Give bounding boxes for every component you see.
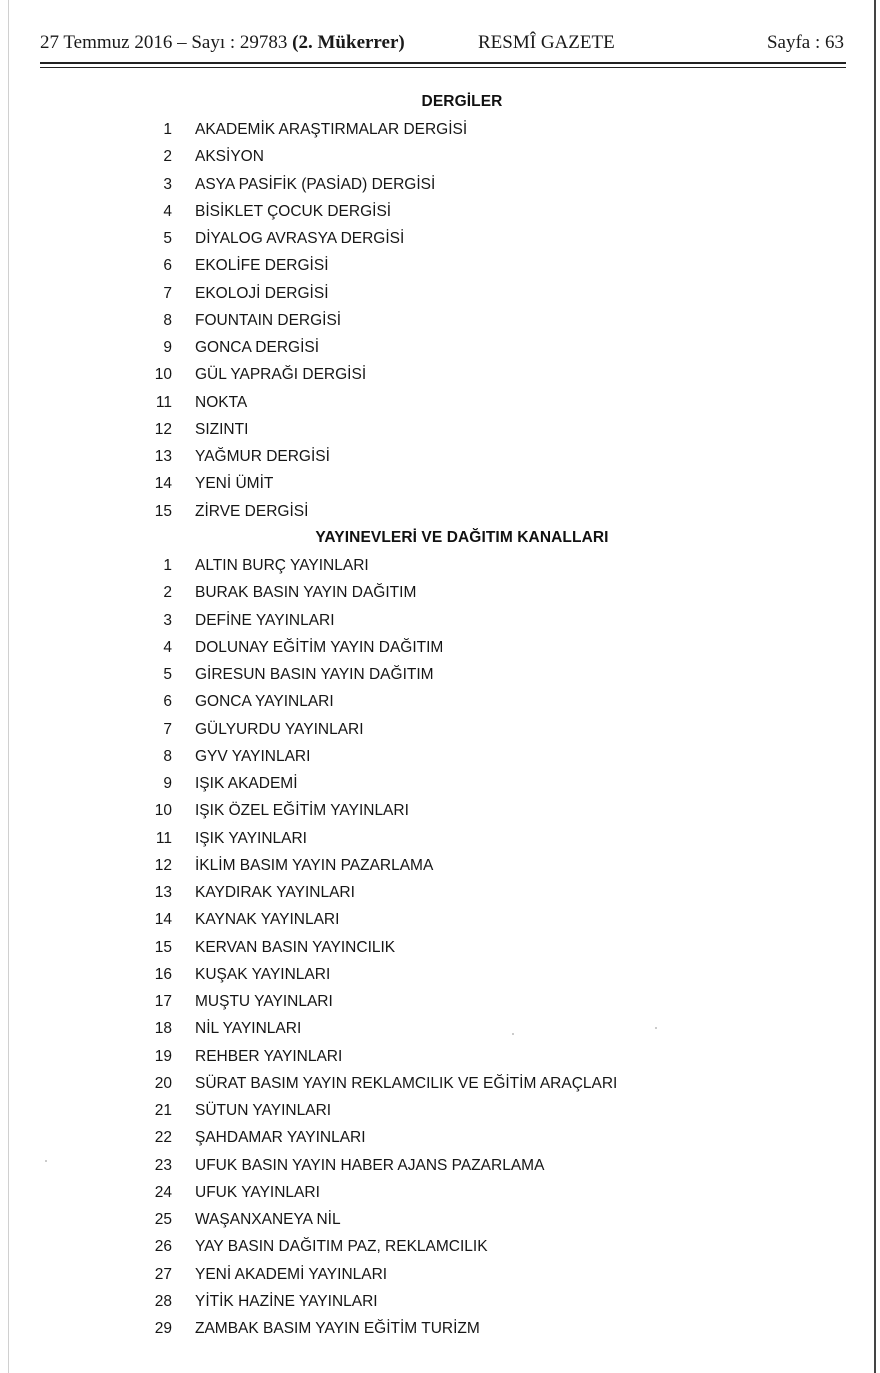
item-number: 20 — [154, 1074, 172, 1092]
item-name: KAYNAK YAYINLARI — [195, 911, 340, 929]
item-number: 6 — [163, 257, 172, 275]
item-name: BİSİKLET ÇOCUK DERGİSİ — [195, 202, 392, 220]
item-number: 6 — [163, 693, 172, 711]
item-name: GONCA YAYINLARI — [195, 693, 334, 711]
page-edge-right — [874, 0, 876, 1373]
item-name: GONCA DERGİSİ — [195, 339, 320, 356]
item-name: IŞIK YAYINLARI — [195, 829, 307, 847]
item-name: ASYA PASİFİK (PASİAD) DERGİSİ — [195, 175, 436, 193]
item-number: 14 — [154, 475, 172, 493]
section-title-dergiler: DERGİLER — [421, 93, 503, 110]
item-number: 9 — [163, 775, 172, 792]
item-number: 12 — [154, 856, 172, 874]
item-number: 16 — [154, 965, 172, 983]
item-name: DİYALOG AVRASYA DERGİSİ — [195, 230, 405, 247]
item-name: SÜRAT BASIM YAYIN REKLAMCILIK VE EĞİTİM ARAÇLARI — [195, 1074, 618, 1092]
item-name: NİL YAYINLARI — [195, 1020, 302, 1038]
item-number: 10 — [154, 366, 172, 384]
item-number: 8 — [163, 311, 172, 329]
item-number: 28 — [154, 1292, 172, 1310]
item-number: 4 — [163, 202, 172, 220]
item-name: SÜTUN YAYINLARI — [195, 1102, 332, 1119]
item-name: UFUK YAYINLARI — [195, 1183, 320, 1201]
item-number: 26 — [154, 1238, 172, 1256]
item-name: GİRESUN BASIN YAYIN DAĞITIM — [195, 666, 434, 683]
item-number: 5 — [163, 230, 172, 247]
item-name: GÜL YAPRAĞI DERGİSİ — [195, 366, 367, 384]
item-number: 1 — [163, 557, 172, 574]
item-name: ZAMBAK BASIM YAYIN EĞİTİM TURİZM — [195, 1320, 480, 1337]
item-number: 19 — [154, 1047, 172, 1065]
issue-text: 27 Temmuz 2016 – Sayı : 29783 — [40, 32, 288, 53]
item-name: GÜLYURDU YAYINLARI — [195, 720, 364, 738]
item-name: GYV YAYINLARI — [195, 747, 311, 765]
item-name: YAY BASIN DAĞITIM PAZ, REKLAMCILIK — [195, 1238, 488, 1256]
item-number: 15 — [154, 938, 172, 956]
item-number: 5 — [163, 666, 172, 683]
item-name: YAĞMUR DERGİSİ — [195, 448, 330, 465]
item-name: FOUNTAIN DERGİSİ — [195, 311, 342, 329]
item-name: YENİ AKADEMİ YAYINLARI — [195, 1265, 388, 1283]
item-number: 3 — [163, 611, 172, 629]
item-number: 2 — [163, 584, 172, 602]
item-name: NOKTA — [195, 393, 248, 411]
item-name: KERVAN BASIN YAYINCILIK — [195, 938, 396, 956]
item-number: 14 — [154, 911, 172, 929]
item-number: 18 — [154, 1020, 172, 1038]
section-title-yayinevleri: YAYINEVLERİ VE DAĞITIM KANALLARI — [315, 529, 609, 546]
header-date-issue — [40, 32, 405, 54]
item-number: 12 — [154, 420, 172, 438]
item-name: EKOLOJİ DERGİSİ — [195, 284, 329, 302]
item-number: 1 — [163, 121, 172, 138]
item-name: BURAK BASIN YAYIN DAĞITIM — [195, 584, 417, 602]
item-number: 3 — [163, 175, 172, 193]
edition-label: (2. Mükerrer) — [292, 32, 405, 53]
scan-speck — [512, 1033, 514, 1035]
item-number: 23 — [154, 1156, 172, 1174]
item-name: YENİ ÜMİT — [195, 475, 274, 493]
item-name: UFUK BASIN YAYIN HABER AJANS PAZARLAMA — [195, 1156, 545, 1174]
item-number: 15 — [154, 502, 172, 520]
item-name: KAYDIRAK YAYINLARI — [195, 884, 355, 901]
item-name: ALTIN BURÇ YAYINLARI — [195, 557, 369, 574]
item-number: 13 — [154, 448, 172, 465]
item-number: 11 — [155, 829, 172, 847]
item-name: IŞIK AKADEMİ — [195, 775, 298, 792]
item-number: 7 — [163, 720, 172, 738]
item-name: YİTİK HAZİNE YAYINLARI — [195, 1292, 378, 1310]
item-number: 27 — [154, 1265, 172, 1283]
item-name: WAŞANXANEYA NİL — [195, 1211, 341, 1228]
scan-speck — [655, 1027, 657, 1029]
item-number: 8 — [163, 747, 172, 765]
item-name: AKADEMİK ARAŞTIRMALAR DERGİSİ — [195, 121, 468, 138]
item-name: DOLUNAY EĞİTİM YAYIN DAĞITIM — [195, 638, 444, 656]
item-name: REHBER YAYINLARI — [195, 1047, 343, 1065]
page-edge-left — [8, 0, 9, 1373]
item-name: ŞAHDAMAR YAYINLARI — [195, 1129, 366, 1147]
header-rule-thin — [40, 67, 846, 68]
item-name: ZİRVE DERGİSİ — [195, 502, 309, 520]
item-number: 11 — [155, 393, 172, 411]
item-number: 9 — [163, 339, 172, 356]
item-name: DEFİNE YAYINLARI — [195, 611, 335, 629]
item-name: SIZINTI — [195, 420, 249, 438]
item-number: 13 — [154, 884, 172, 901]
gazette-header — [40, 32, 846, 60]
item-name: AKSİYON — [195, 148, 264, 166]
item-name: MUŞTU YAYINLARI — [195, 993, 333, 1010]
item-number: 2 — [163, 148, 172, 166]
item-name: IŞIK ÖZEL EĞİTİM YAYINLARI — [195, 802, 409, 820]
scan-speck — [45, 1160, 47, 1162]
item-number: 21 — [154, 1102, 172, 1119]
item-name: KUŞAK YAYINLARI — [195, 965, 331, 983]
item-number: 24 — [154, 1183, 172, 1201]
item-name: EKOLİFE DERGİSİ — [195, 257, 329, 275]
item-number: 25 — [154, 1211, 172, 1228]
page-number: Sayfa : 63 — [766, 32, 844, 53]
gazette-title: RESMÎ GAZETE — [478, 32, 615, 53]
item-number: 10 — [154, 802, 172, 820]
item-number: 4 — [163, 638, 172, 656]
item-name: İKLİM BASIM YAYIN PAZARLAMA — [195, 856, 434, 874]
item-number: 29 — [154, 1320, 172, 1337]
item-number: 7 — [163, 284, 172, 302]
item-number: 17 — [154, 993, 172, 1010]
header-rule-thick — [40, 62, 846, 64]
item-number: 22 — [154, 1129, 172, 1147]
